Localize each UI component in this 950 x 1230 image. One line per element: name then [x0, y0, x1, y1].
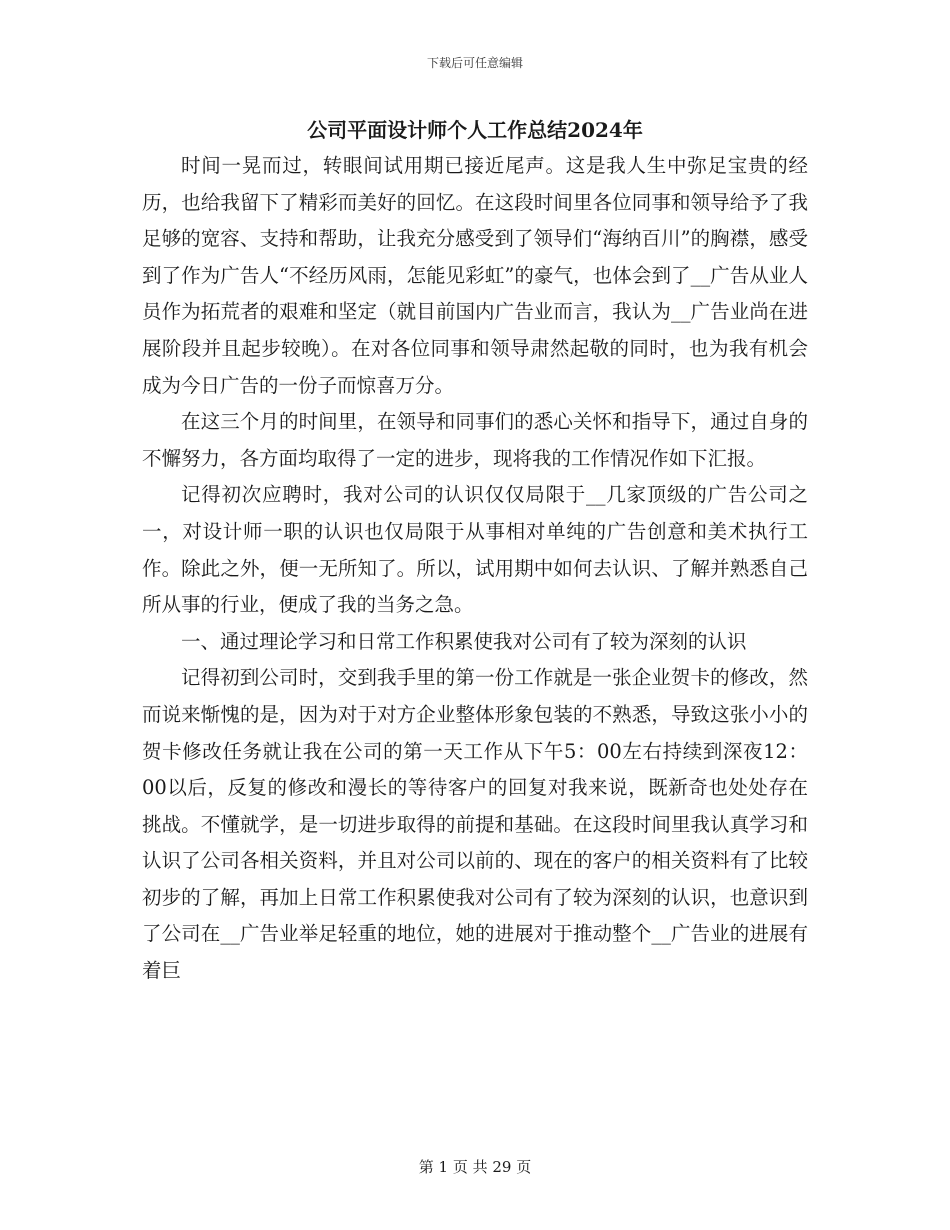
page-header-note: 下载后可任意编辑 — [426, 56, 523, 70]
paragraph-summary: 在这三个月的时间里，在领导和同事们的悉心关怀和指导下，通过自身的不懈努力，各方面均取得了一定的进步，现将我的工作情况作如下汇报。 — [142, 410, 808, 470]
paragraph-first-task: 记得初到公司时，交到我手里的第一份工作就是一张企业贺卡的修改，然而说来惭愧的是，因为对于对方企业整体形象包装的不熟悉，导致这张小小的贺卡修改任务就让我在公司的第一天工作从下午5：00左右持续到深夜12：00以后，反复的修改和漫长的等待客户的回复对我来说，既新奇也处处存在挑战。不懂就学，是一切进步取得的前提和基础。在这段时间里我认真学习和认识了公司各相关资料，并且对公司以前的、现在的客户的相关资料有了比较初步的了解，再加上日常工作积累使我对公司有了较为深刻的认识，也意识到了公司在__广告业举足轻重的地位，她的进展对于推动整个__广告业的进展有着巨 — [142, 666, 808, 983]
page-number: 第 1 页 共 29 页 — [418, 1158, 532, 1176]
section-heading-1: 一、通过理论学习和日常工作积累使我对公司有了较为深刻的认识 — [181, 629, 747, 653]
paragraph-intro: 时间一晃而过，转眼间试用期已接近尾声。这是我人生中弥足宝贵的经历，也给我留下了精彩而美好的回忆。在这段时间里各位同事和领导给予了我足够的宽容、支持和帮助，让我充分感受到了领导们“海纳百川”的胸襟，感受到了作为广告人“不经历风雨，怎能见彩虹”的豪气，也体会到了__广告从业人员作为拓荒者的艰难和坚定（就目前国内广告业而言，我认为__广告业尚在进展阶段并且起步较晚）。在对各位同事和领导肃然起敬的同时，也为我有机会成为今日广告的一份子而惊喜万分。 — [142, 154, 808, 397]
document-body — [142, 112, 808, 990]
document-title: 公司平面设计师个人工作总结2024年 — [307, 118, 643, 142]
paragraph-recollection: 记得初次应聘时，我对公司的认识仅仅局限于__几家顶级的广告公司之一，对设计师一职的认识也仅局限于从事相对单纯的广告创意和美术执行工作。除此之外，便一无所知了。所以，试用期中如何去认识、了解并熟悉自己所从事的行业，便成了我的当务之急。 — [142, 483, 808, 617]
